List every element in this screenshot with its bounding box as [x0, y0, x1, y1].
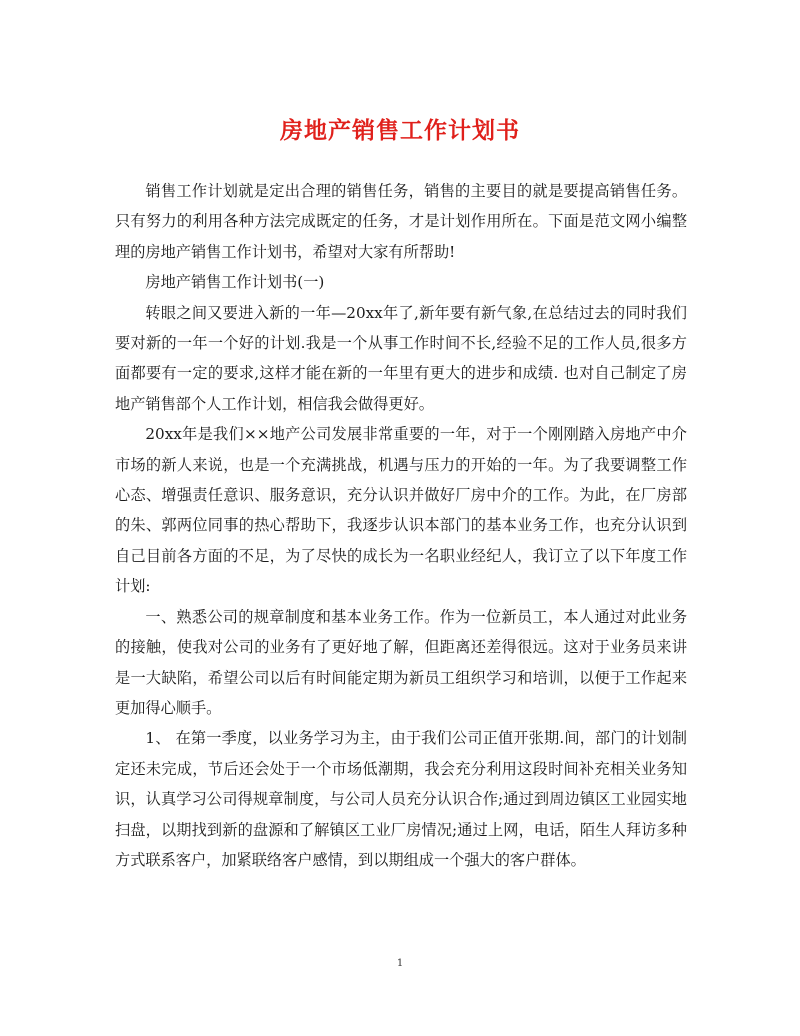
- body-paragraph: 1、 在第一季度，以业务学习为主，由于我们公司正值开张期.间，部门的计划制定还未完成，节后还会处于一个市场低潮期，我会充分利用这段时间补充相关业务知识，认真学习公司得规章制度，与公司人员充分认识合作;通过到周边镇区工业园实地扫盘，以期找到新的盘源和了解镇区工业厂房情况;通过上网，电话，陌生人拜访多种方式联系客户，加紧联络客户感情，到以期组成一个强大的客户群体。: [115, 729, 687, 869]
- page-number: 1: [396, 958, 404, 969]
- document-title: 房地产销售工作计划书: [280, 117, 520, 144]
- body-paragraph: 一、熟悉公司的规章制度和基本业务工作。作为一位新员工，本人通过对此业务的接触，使我对公司的业务有了更好地了解，但距离还差得很远。这对于业务员来讲是一大缺陷，希望公司以后有时间能定期为新员工组织学习和培训，以便于工作起来更加得心顺手。: [115, 607, 687, 717]
- body-paragraph: 转眼之间又要进入新的一年—20xx年了,新年要有新气象,在总结过去的同时我们要对新的一年一个好的计划.我是一个从事工作时间不长,经验不足的工作人员,很多方面都要有一定的要求,这样才能在新的一年里有更大的进步和成绩. 也对自己制定了房地产销售部个人工作计划，相信我会做得更好。: [115, 303, 687, 413]
- body-paragraph: 20xx年是我们××地产公司发展非常重要的一年，对于一个刚刚踏入房地产中介市场的新人来说，也是一个充满挑战，机遇与压力的开始的一年。为了我要调整工作心态、增强责任意识、服务意识，充分认识并做好厂房中介的工作。为此，在厂房部的朱、郭两位同事的热心帮助下，我逐步认识本部门的基本业务工作，也充分认识到自己目前各方面的不足，为了尽快的成长为一名职业经纪人，我订立了以下年度工作计划:: [115, 425, 687, 596]
- section-heading: 房地产销售工作计划书(一): [145, 273, 325, 292]
- document-body: [115, 176, 687, 875]
- intro-paragraph: 销售工作计划就是定出合理的销售任务，销售的主要目的就是要提高销售任务。只有努力的利用各种方法完成既定的任务，才是计划作用所在。下面是范文网小编整理的房地产销售工作计划书，希望对大家有所帮助!: [115, 182, 687, 261]
